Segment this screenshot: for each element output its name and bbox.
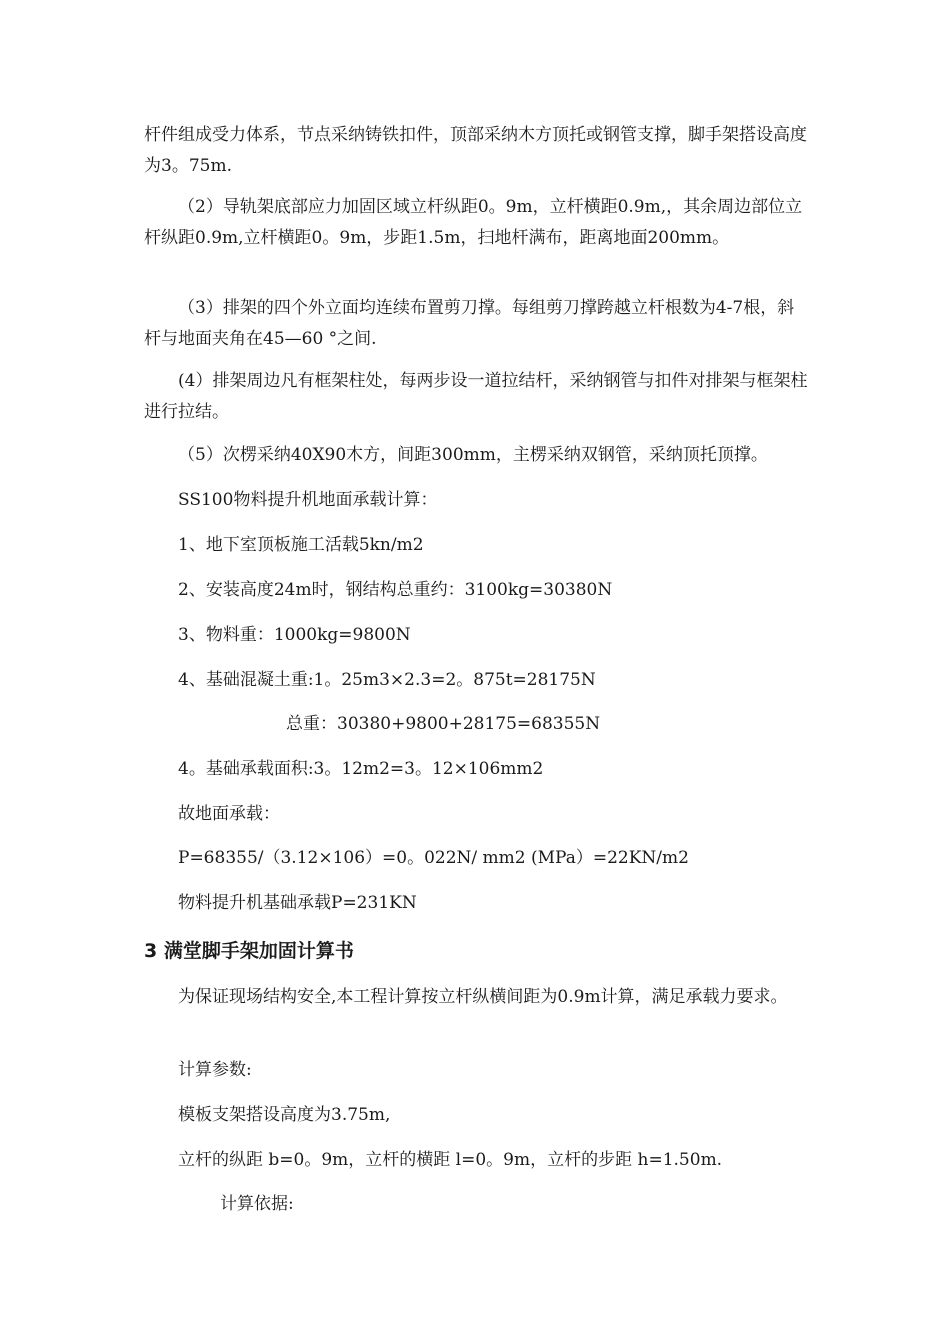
calc-line-1: 1、地下室顶板施工活载5kn/m2 [178, 535, 424, 555]
calc-total-weight: 总重：30380+9800+28175=68355N [286, 714, 601, 734]
calc-line-5: 4。基础承载面积:3。12m2=3。12×106mm2 [178, 759, 544, 779]
paragraph-guide-rail-reinforcement: （2）导轨架底部应力加固区域立杆纵距0。9m，立杆横距0.9m,，其余周边部位立杆纵距0.9m,立杆横距0。9m，步距1.5m，扫地杆满布，距离地面200mm。 [144, 197, 803, 248]
paragraph-scissor-brace: （3）排架的四个外立面均连续布置剪刀撑。每组剪刀撑跨越立杆根数为4-7根，斜杆与地面夹角在45—60 °之间. [144, 298, 795, 349]
param-height: 模板支架搭设高度为3.75m, [178, 1105, 391, 1125]
calc-line-3: 3、物料重：1000kg=9800N [178, 625, 411, 645]
params-label: 计算参数: [178, 1060, 252, 1080]
ground-bearing-label: 故地面承载： [178, 804, 280, 824]
hoist-foundation-bearing: 物料提升机基础承载P=231KN [178, 893, 417, 913]
paragraph-scaffold-frame: 杆件组成受力体系，节点采纳铸铁扣件，顶部采纳木方顶托或钢管支撑，脚手架搭设高度为3。75m. [144, 125, 807, 176]
ss100-title: SS100物料提升机地面承载计算： [178, 490, 438, 510]
param-spacing: 立杆的纵距 b=0。9m，立杆的横距 l=0。9m，立杆的步距 h=1.50m. [178, 1150, 723, 1170]
paragraph-tie-bar: (4）排架周边凡有框架柱处，每两步设一道拉结杆，采纳钢管与扣件对排架与框架柱进行拉结。 [144, 371, 808, 422]
calc-line-4: 4、基础混凝土重:1。25m3×2.3=2。875t=28175N [178, 670, 596, 690]
section-heading: 3 满堂脚手架加固计算书 [144, 940, 354, 962]
paragraph-joist: （5）次楞采纳40X90木方，间距300mm，主楞采纳双钢管，采纳顶托顶撑。 [178, 445, 768, 465]
section-intro: 为保证现场结构安全,本工程计算按立杆纵横间距为0.9m计算，满足承载力要求。 [178, 987, 788, 1007]
basis-label: 计算依据: [220, 1194, 294, 1214]
ground-bearing-formula: P=68355/（3.12×106）=0。022N/ mm2 (MPa）=22KN/m2 [178, 848, 689, 868]
calc-line-2: 2、安装高度24m时，钢结构总重约：3100kg=30380N [178, 580, 613, 600]
